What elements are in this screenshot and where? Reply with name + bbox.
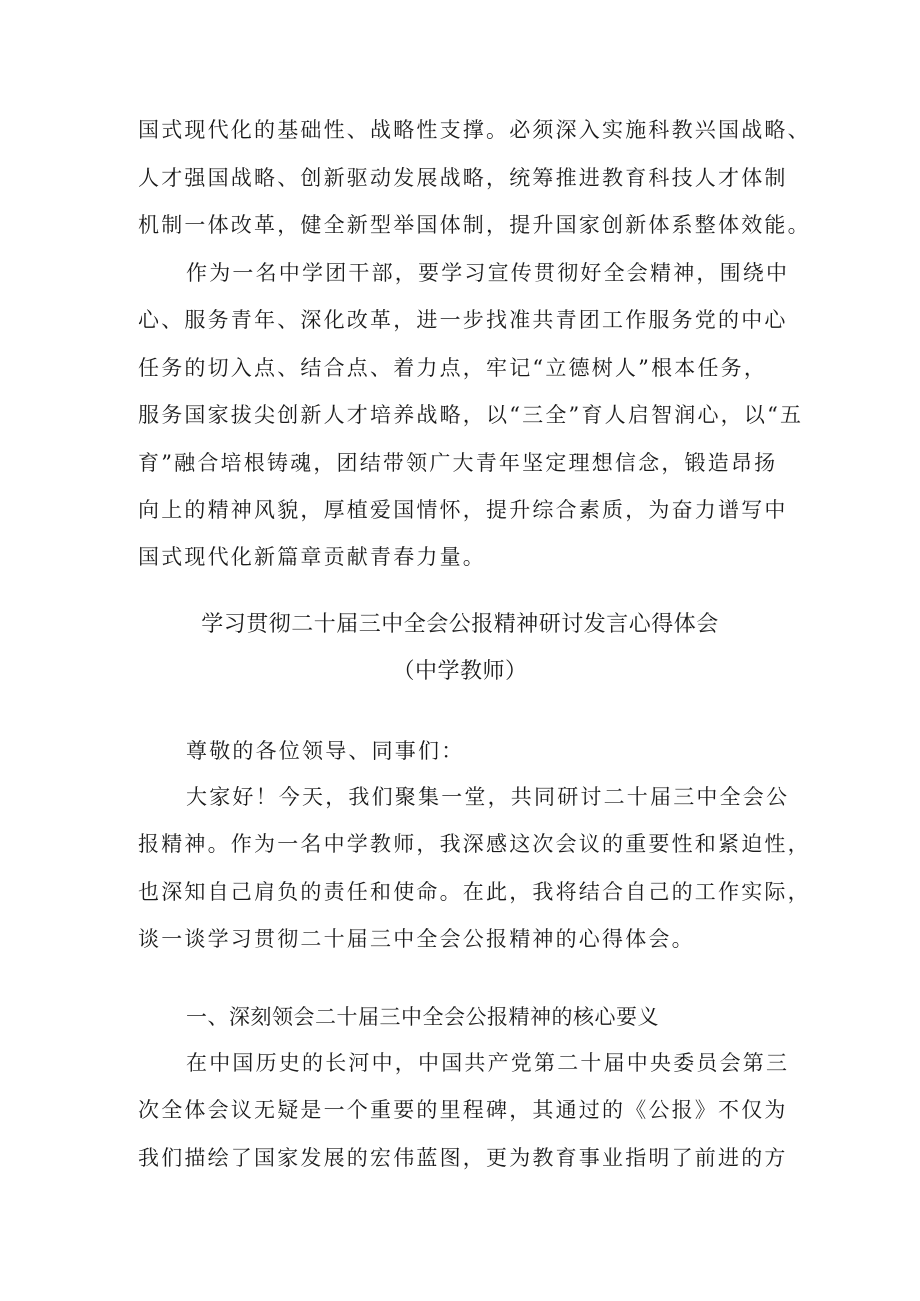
paragraph-line: 心、服务青年、深化改革，进一步找准共青团工作服务党的中心 bbox=[138, 308, 788, 332]
paragraph-line: 向上的精神风貌，厚植爱国情怀，提升综合素质，为奋力谱写中 bbox=[138, 498, 788, 522]
article-title: 学习贯彻二十届三中全会公报精神研讨发言心得体会 bbox=[201, 612, 719, 637]
salutation: 尊敬的各位领导、同事们： bbox=[186, 739, 465, 763]
paragraph-line: 也深知自己肩负的责任和使命。在此，我将结合自己的工作实际， bbox=[138, 880, 811, 904]
paragraph-line: 国式现代化的基础性、战略性支撑。必须深入实施科教兴国战略、 bbox=[138, 118, 811, 142]
paragraph-line: 作为一名中学团干部，要学习宣传贯彻好全会精神，围绕中 bbox=[186, 261, 790, 285]
paragraph-line: 服务国家拔尖创新人才培养战略，以“三全”育人启智润心，以“五 bbox=[138, 403, 804, 427]
paragraph-line: 报精神。作为一名中学教师，我深感这次会议的重要性和紧迫性， bbox=[138, 832, 811, 856]
paragraph-line: 机制一体改革，健全新型举国体制，提升国家创新体系整体效能。 bbox=[138, 213, 811, 237]
paragraph-line: 任务的切入点、结合点、着力点，牢记“立德树人”根本任务， bbox=[138, 356, 768, 380]
paragraph-line: 我们描绘了国家发展的宏伟蓝图，更为教育事业指明了前进的方 bbox=[138, 1146, 788, 1170]
paragraph-line: 大家好！今天，我们聚集一堂，共同研讨二十届三中全会公 bbox=[186, 785, 790, 809]
paragraph-line: 谈一谈学习贯彻二十届三中全会公报精神的心得体会。 bbox=[138, 927, 695, 951]
paragraph-line: 次全体会议无疑是一个重要的里程碑，其通过的《公报》不仅为 bbox=[138, 1098, 788, 1122]
section-heading: 一、深刻领会二十届三中全会公报精神的核心要义 bbox=[186, 1005, 659, 1029]
article-subtitle: （中学教师） bbox=[392, 659, 528, 684]
paragraph-line: 育”融合培根铸魂，团结带领广大青年坚定理想信念，锻造昂扬 bbox=[138, 451, 778, 475]
paragraph-line: 人才强国战略、创新驱动发展战略，统筹推进教育科技人才体制 bbox=[138, 166, 788, 190]
paragraph-line: 国式现代化新篇章贡献青春力量。 bbox=[138, 545, 486, 569]
paragraph-line: 在中国历史的长河中，中国共产党第二十届中央委员会第三 bbox=[186, 1051, 790, 1075]
